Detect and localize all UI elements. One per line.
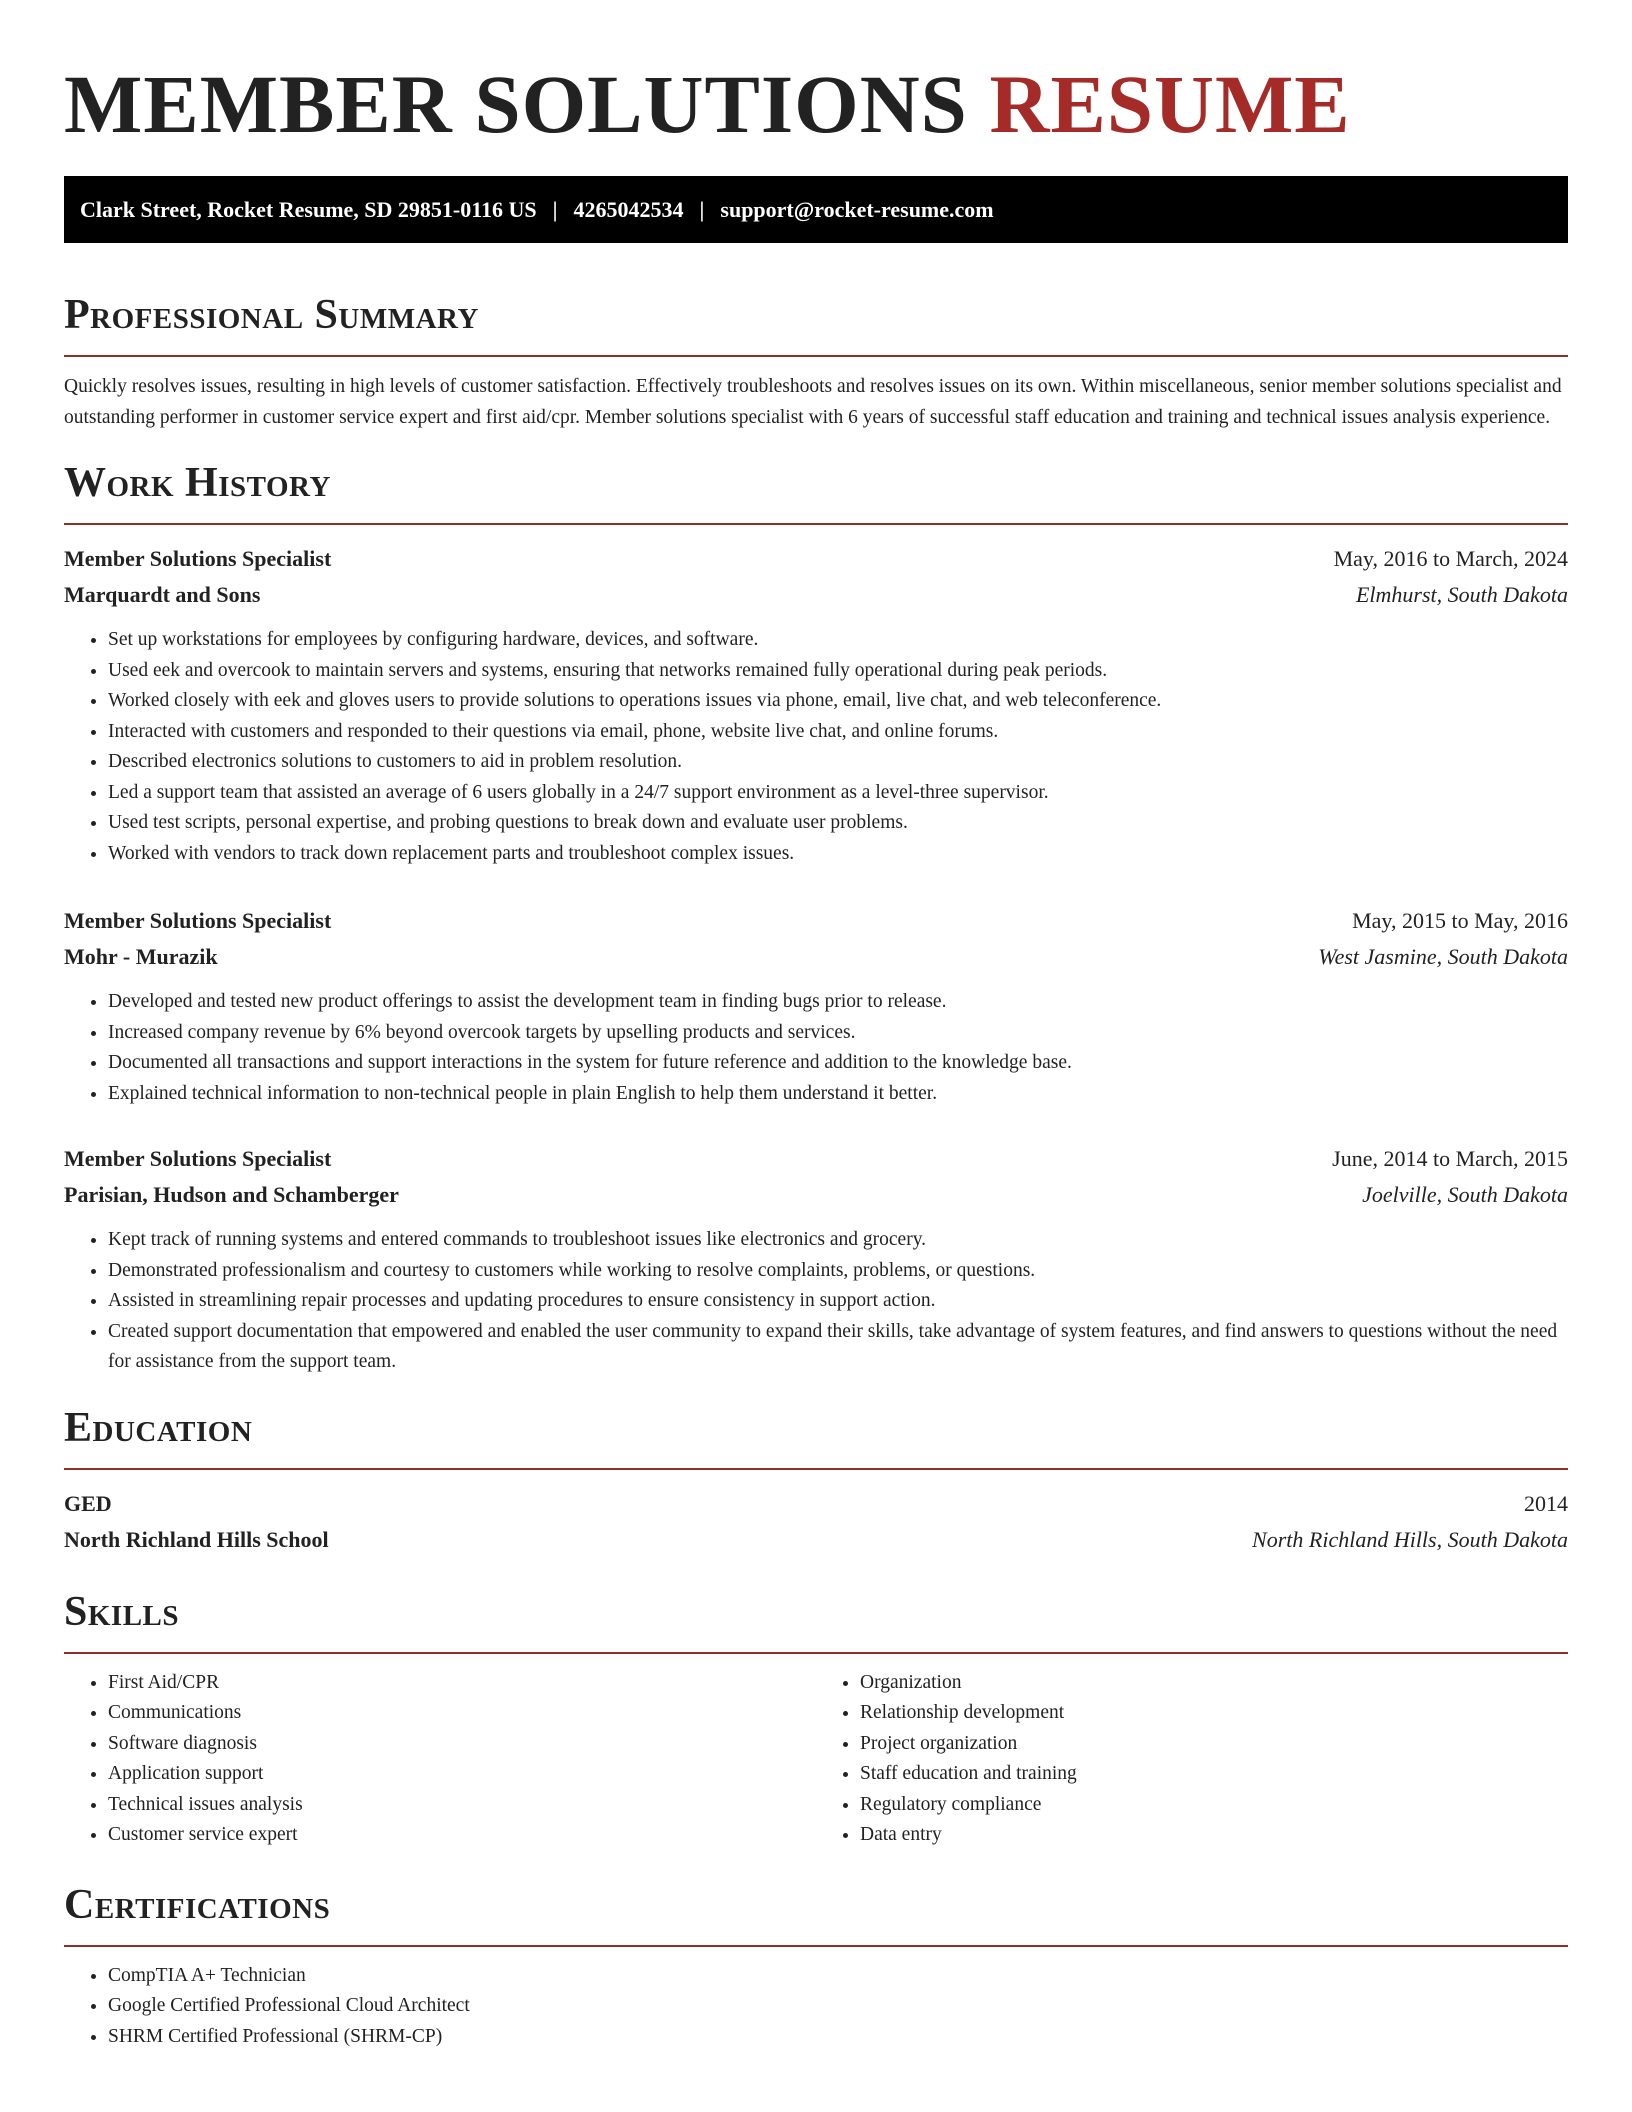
skill-item: • Project organization	[860, 1729, 1568, 1760]
education-school: North Richland Hills School	[64, 1526, 329, 1552]
education-year: 2014	[1524, 1490, 1568, 1516]
summary-section	[64, 289, 1568, 433]
skill-item: • Relationship development	[860, 1698, 1568, 1729]
job-bullet: • Worked with vendors to track down replacement parts and troubleshoot complex issues.	[108, 839, 1568, 870]
contact-email: support@rocket-resume.com	[720, 197, 994, 222]
job-bullet: • Documented all transactions and support interactions in the system for future reference and addition to the knowledge base.	[108, 1048, 1568, 1079]
job-bullet: • Demonstrated professionalism and courtesy to customers while working to resolve complaints, problems, or questions.	[108, 1256, 1568, 1287]
job-bullet: • Increased company revenue by 6% beyond overcook targets by upselling products and services.	[108, 1018, 1568, 1049]
job-bullet: • Set up workstations for employees by configuring hardware, devices, and software.	[108, 625, 1568, 656]
title-main: MEMBER SOLUTIONS	[64, 58, 968, 150]
contact-bar	[64, 176, 1568, 243]
job-location: Joelville, South Dakota	[1362, 1182, 1568, 1207]
job-bullet: • Described electronics solutions to customers to aid in problem resolution.	[108, 747, 1568, 778]
job-dates: May, 2015 to May, 2016	[1352, 908, 1568, 933]
job-company-row	[64, 577, 1568, 613]
job-bullet: • Interacted with customers and responded to their questions via email, phone, website live chat, and online forums.	[108, 717, 1568, 748]
job-title-row	[64, 1141, 1568, 1177]
certifications-list	[64, 1961, 1568, 2053]
education-degree: GED	[64, 1490, 112, 1516]
education-degree-row	[64, 1486, 1568, 1522]
education-heading: Education	[64, 1402, 1568, 1470]
job-title-row	[64, 903, 1568, 939]
job-bullets	[64, 625, 1568, 869]
education-location: North Richland Hills, South Dakota	[1252, 1526, 1568, 1552]
job-company: Parisian, Hudson and Schamberger	[64, 1182, 399, 1207]
skills-list-left	[64, 1668, 816, 1851]
certifications-heading: Certifications	[64, 1879, 1568, 1947]
job-title: Member Solutions Specialist	[64, 1146, 332, 1171]
job-company: Mohr - Murazik	[64, 944, 218, 969]
education-entry	[64, 1486, 1568, 1558]
summary-text: Quickly resolves issues, resulting in high levels of customer satisfaction. Effectively troubleshoots and resolves issues on its own. Within miscellaneous, senior member solutions specialist and outstanding performer in customer service expert and first aid/cpr. Member solutions specialist with 6 years of successful staff education and training and technical issues analysis experience.	[64, 376, 1562, 428]
skill-item: • Data entry	[860, 1820, 1568, 1851]
job-bullet: • Used eek and overcook to maintain servers and systems, ensuring that networks remained fully operational during peak periods.	[108, 656, 1568, 687]
job-dates: June, 2014 to March, 2015	[1332, 1146, 1568, 1171]
job-bullet: • Used test scripts, personal expertise, and probing questions to break down and evaluate user problems.	[108, 808, 1568, 839]
job-bullet: • Developed and tested new product offerings to assist the development team in finding bugs prior to release.	[108, 987, 1568, 1018]
job-bullet: • Explained technical information to non-technical people in plain English to help them understand it better.	[108, 1079, 1568, 1110]
skill-item: • Software diagnosis	[108, 1729, 816, 1760]
job-entry	[64, 541, 1568, 869]
job-title-row	[64, 541, 1568, 577]
job-entry	[64, 903, 1568, 1109]
skill-item: • Technical issues analysis	[108, 1790, 816, 1821]
job-bullets	[64, 987, 1568, 1109]
skill-item: • First Aid/CPR	[108, 1668, 816, 1699]
contact-separator: |	[552, 197, 558, 222]
skill-item: • Organization	[860, 1668, 1568, 1699]
job-dates: May, 2016 to March, 2024	[1333, 546, 1568, 571]
work-history-heading: Work History	[64, 457, 1568, 525]
skill-item: • Regulatory compliance	[860, 1790, 1568, 1821]
skills-list-right	[816, 1668, 1568, 1851]
job-company: Marquardt and Sons	[64, 582, 261, 607]
job-bullet: • Created support documentation that empowered and enabled the user community to expand their skills, take advantage of system features, and find answers to questions without the need for assistance from the support team.	[108, 1317, 1568, 1378]
skill-item: • Customer service expert	[108, 1820, 816, 1851]
skill-item: • Application support	[108, 1759, 816, 1790]
job-location: Elmhurst, South Dakota	[1355, 582, 1568, 607]
skill-item: • Staff education and training	[860, 1759, 1568, 1790]
skills-section	[64, 1586, 1568, 1851]
job-company-row	[64, 1177, 1568, 1213]
contact-address: Clark Street, Rocket Resume, SD 29851-0116 US	[80, 197, 537, 222]
education-section	[64, 1402, 1568, 1558]
job-bullets	[64, 1225, 1568, 1378]
education-school-row	[64, 1522, 1568, 1558]
skills-grid	[64, 1668, 1568, 1851]
work-history-section	[64, 457, 1568, 1378]
job-location: West Jasmine, South Dakota	[1318, 944, 1568, 969]
skill-item: • Communications	[108, 1698, 816, 1729]
title-accent: RESUME	[989, 58, 1351, 150]
certifications-section	[64, 1879, 1568, 2053]
summary-heading: Professional Summary	[64, 289, 1568, 357]
job-bullet: • Led a support team that assisted an average of 6 users globally in a 24/7 support environment as a level-three supervisor.	[108, 778, 1568, 809]
job-company-row	[64, 939, 1568, 975]
contact-separator: |	[699, 197, 705, 222]
job-bullet: • Worked closely with eek and gloves users to provide solutions to operations issues via phone, email, live chat, and web teleconference.	[108, 686, 1568, 717]
certification-item: • CompTIA A+ Technician	[108, 1961, 1568, 1992]
skills-heading: Skills	[64, 1586, 1568, 1654]
job-entry	[64, 1141, 1568, 1378]
job-bullet: • Kept track of running systems and entered commands to troubleshoot issues like electronics and grocery.	[108, 1225, 1568, 1256]
job-title: Member Solutions Specialist	[64, 908, 332, 933]
certification-item: • SHRM Certified Professional (SHRM-CP)	[108, 2022, 1568, 2053]
resume-title	[64, 0, 1568, 150]
job-bullet: • Assisted in streamlining repair processes and updating procedures to ensure consistency in support action.	[108, 1286, 1568, 1317]
contact-phone: 4265042534	[573, 197, 684, 222]
job-title: Member Solutions Specialist	[64, 546, 332, 571]
certification-item: • Google Certified Professional Cloud Architect	[108, 1991, 1568, 2022]
